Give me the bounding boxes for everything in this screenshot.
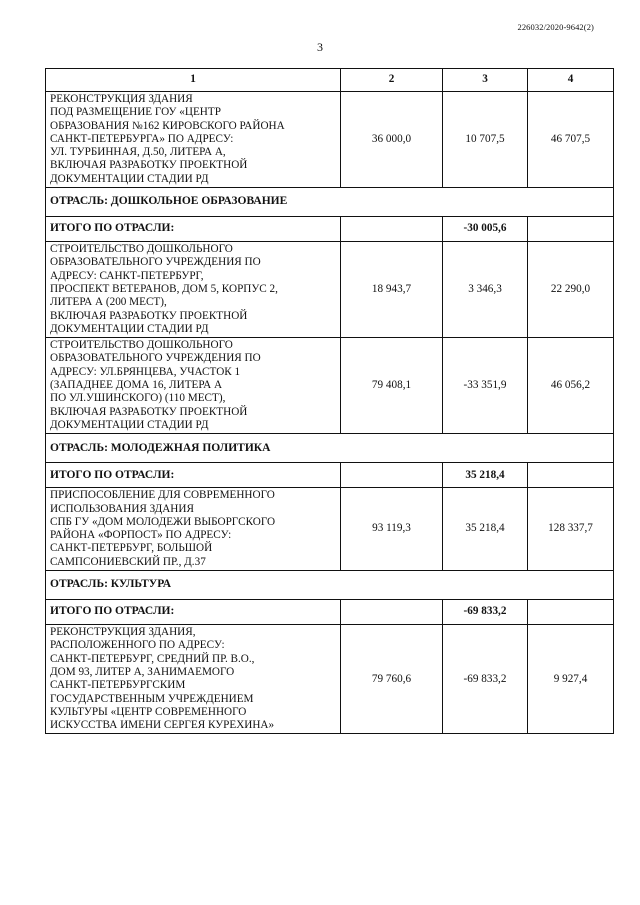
value-col-2: 18 943,7	[341, 242, 443, 338]
description-line: КУЛЬТУРЫ «ЦЕНТР СОВРЕМЕННОГО	[50, 705, 247, 718]
description-line: ДОКУМЕНТАЦИИ СТАДИИ РД	[50, 322, 209, 335]
description-line: САНКТ-ПЕТЕРБУРГА» ПО АДРЕСУ:	[50, 132, 234, 145]
description-line: ПРИСПОСОБЛЕНИЕ ДЛЯ СОВРЕМЕННОГО	[50, 489, 275, 502]
description-line: АДРЕСУ: УЛ.БРЯНЦЕВА, УЧАСТОК 1	[50, 365, 241, 378]
description-line: ИСКУССТВА ИМЕНИ СЕРГЕЯ КУРЕХИНА»	[50, 719, 275, 732]
branch-row	[46, 188, 614, 217]
empty-cell	[528, 217, 614, 242]
value-col-4: 9 927,4	[528, 625, 614, 734]
total-row	[46, 463, 614, 488]
table-body	[46, 92, 614, 734]
value-col-3: 35 218,4	[443, 488, 528, 571]
branch-label: ОТРАСЛЬ: МОЛОДЕЖНАЯ ПОЛИТИКА	[46, 434, 614, 463]
description-line: ГОСУДАРСТВЕННЫМ УЧРЕЖДЕНИЕМ	[50, 692, 254, 705]
object-description	[46, 625, 341, 734]
description-line: ПРОСПЕКТ ВЕТЕРАНОВ, ДОМ 5, КОРПУС 2,	[50, 282, 278, 295]
object-row	[46, 625, 614, 734]
total-row	[46, 217, 614, 242]
object-description	[46, 488, 341, 571]
total-label: ИТОГО ПО ОТРАСЛИ:	[46, 463, 341, 488]
description-line: ВКЛЮЧАЯ РАЗРАБОТКУ ПРОЕКТНОЙ	[50, 309, 248, 322]
total-row	[46, 600, 614, 625]
value-col-4: 128 337,7	[528, 488, 614, 571]
value-col-4: 22 290,0	[528, 242, 614, 338]
total-label: ИТОГО ПО ОТРАСЛИ:	[46, 217, 341, 242]
empty-cell	[528, 463, 614, 488]
branch-row	[46, 434, 614, 463]
description-line: ДОКУМЕНТАЦИИ СТАДИИ РД	[50, 418, 209, 431]
description-line: РЕКОНСТРУКЦИЯ ЗДАНИЯ,	[50, 626, 196, 639]
column-header: 4	[528, 69, 614, 92]
description-line: РАЙОНА «ФОРПОСТ» ПО АДРЕСУ:	[50, 529, 232, 542]
total-value: -30 005,6	[443, 217, 528, 242]
description-line: УЛ. ТУРБИННАЯ, Д.50, ЛИТЕРА А,	[50, 146, 226, 159]
value-col-4: 46 056,2	[528, 338, 614, 434]
description-line: ПО УЛ.УШИНСКОГО) (110 МЕСТ),	[50, 392, 226, 405]
description-line: ОБРАЗОВАНИЯ №162 КИРОВСКОГО РАЙОНА	[50, 119, 285, 132]
description-line: ДОМ 93, ЛИТЕР А, ЗАНИМАЕМОГО	[50, 665, 235, 678]
page-number: 3	[317, 40, 323, 54]
description-line: САНКТ-ПЕТЕРБУРГСКИМ	[50, 679, 186, 692]
description-line: АДРЕСУ: САНКТ-ПЕТЕРБУРГ,	[50, 269, 204, 282]
description-line: ВКЛЮЧАЯ РАЗРАБОТКУ ПРОЕКТНОЙ	[50, 405, 248, 418]
description-line: ЛИТЕРА А (200 МЕСТ),	[50, 296, 167, 309]
description-line: ИСПОЛЬЗОВАНИЯ ЗДАНИЯ	[50, 502, 194, 515]
description-line: ВКЛЮЧАЯ РАЗРАБОТКУ ПРОЕКТНОЙ	[50, 159, 248, 172]
column-header: 3	[443, 69, 528, 92]
description-line: РЕКОНСТРУКЦИЯ ЗДАНИЯ	[50, 93, 193, 105]
value-col-2: 93 119,3	[341, 488, 443, 571]
description-line: СТРОИТЕЛЬСТВО ДОШКОЛЬНОГО	[50, 339, 233, 352]
total-value: -69 833,2	[443, 600, 528, 625]
value-col-3: -33 351,9	[443, 338, 528, 434]
empty-cell	[341, 217, 443, 242]
budget-table	[45, 68, 614, 734]
empty-cell	[528, 600, 614, 625]
value-col-2: 79 760,6	[341, 625, 443, 734]
description-line: РАСПОЛОЖЕННОГО ПО АДРЕСУ:	[50, 639, 225, 652]
branch-label: ОТРАСЛЬ: ДОШКОЛЬНОЕ ОБРАЗОВАНИЕ	[46, 188, 614, 217]
description-line: СПБ ГУ «ДОМ МОЛОДЕЖИ ВЫБОРГСКОГО	[50, 515, 276, 528]
document-code: 226032/2020-9642(2)	[517, 22, 594, 32]
value-col-3: -69 833,2	[443, 625, 528, 734]
column-header: 1	[46, 69, 341, 92]
header-row	[46, 69, 614, 92]
object-row	[46, 92, 614, 188]
value-col-4: 46 707,5	[528, 92, 614, 188]
branch-label: ОТРАСЛЬ: КУЛЬТУРА	[46, 571, 614, 600]
total-label: ИТОГО ПО ОТРАСЛИ:	[46, 600, 341, 625]
object-description	[46, 92, 341, 188]
description-line: (ЗАПАДНЕЕ ДОМА 16, ЛИТЕРА А	[50, 379, 223, 392]
description-line: СТРОИТЕЛЬСТВО ДОШКОЛЬНОГО	[50, 243, 233, 256]
column-header: 2	[341, 69, 443, 92]
object-row	[46, 242, 614, 338]
empty-cell	[341, 600, 443, 625]
object-row	[46, 488, 614, 571]
description-line: ДОКУМЕНТАЦИИ СТАДИИ РД	[50, 172, 209, 185]
description-line: ОБРАЗОВАТЕЛЬНОГО УЧРЕЖДЕНИЯ ПО	[50, 352, 261, 365]
description-line: САМПСОНИЕВСКИЙ ПР., Д.37	[50, 555, 206, 568]
total-value: 35 218,4	[443, 463, 528, 488]
object-row	[46, 338, 614, 434]
branch-row	[46, 571, 614, 600]
value-col-3: 10 707,5	[443, 92, 528, 188]
description-line: ПОД РАЗМЕЩЕНИЕ ГОУ «ЦЕНТР	[50, 106, 221, 119]
description-line: ОБРАЗОВАТЕЛЬНОГО УЧРЕЖДЕНИЯ ПО	[50, 256, 261, 269]
value-col-2: 79 408,1	[341, 338, 443, 434]
empty-cell	[341, 463, 443, 488]
value-col-2: 36 000,0	[341, 92, 443, 188]
object-description	[46, 338, 341, 434]
object-description	[46, 242, 341, 338]
description-line: САНКТ-ПЕТЕРБУРГ, СРЕДНИЙ ПР. В.О.,	[50, 652, 255, 665]
description-line: САНКТ-ПЕТЕРБУРГ, БОЛЬШОЙ	[50, 542, 213, 555]
value-col-3: 3 346,3	[443, 242, 528, 338]
